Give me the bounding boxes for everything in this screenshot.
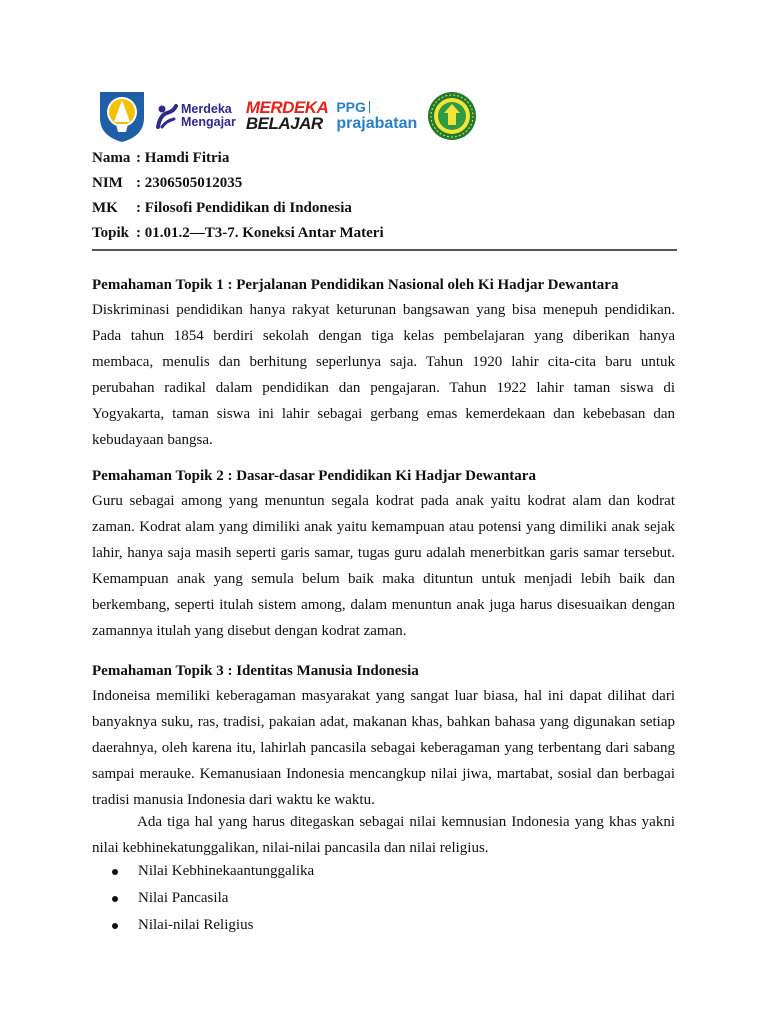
identity-key: Nama: [92, 150, 131, 166]
list-item: [112, 858, 314, 885]
section-3-body-2: Ada tiga hal yang harus ditegaskan sebagai nilai kemnusian Indonesia yang khas yakni nilai kebhinekatunggalikan, nilai-nilai pancasila dan nilai religius.: [92, 814, 675, 856]
section-2-body: Guru sebagai among yang menuntun segala kodrat pada anak yaitu kodrat alam dan kodrat zaman. Kodrat alam yang dimiliki anak yaitu kemampuan atau potensi yang dimiliki anak sejak lahir, hanya saja masih seperti garis samar, tugas guru adalah menerbitkan garis samar tersebut. Kemampuan anak yang semula belum baik maka dituntun untuk menjadi lebih baik dan berkembang, seperti itulah sistem among, dalam menuntun anak juga harus disesuaikan dengan zamannya itulah yang disebut dengan kodrat zaman.: [92, 493, 675, 639]
bullet-icon: [112, 869, 118, 875]
list-item: [112, 912, 314, 939]
merdeka-mengajar-logo: [156, 103, 236, 129]
list-item: [112, 885, 314, 912]
list-item-text: Nilai Pancasila: [138, 890, 229, 906]
identity-row: [92, 196, 384, 221]
merdeka-mengajar-line1: Merdeka: [181, 102, 232, 116]
prajabatan-label: prajabatan: [336, 114, 418, 132]
section-3-title: Pemahaman Topik 3 : Identitas Manusia Indonesia: [92, 663, 419, 679]
tut-wuri-handayani-logo: [92, 88, 156, 144]
logo-row: [92, 86, 477, 146]
section-3-body: Indoneisa memiliki keberagaman masyarakat yang sangat luar biasa, hal ini dapat dilihat dari banyaknya suku, ras, tradisi, pakaian adat, makanan khas, bahkan bahasa yang digunakan setiap daerahnya, oleh karena itu, lahirlah pancasila sebagai keberagaman yang terbentang dari sabang sampai merauke. Kemanusiaan Indonesia mencangkup nilai jiwa, martabat, sosial dan berbagai tradisi manusia Indonesia dari waktu ke waktu.: [92, 688, 675, 808]
student-identity: [92, 146, 384, 246]
bullet-icon: [112, 923, 118, 929]
merdeka-belajar-logo: [246, 100, 328, 132]
list-item-text: Nilai Kebhinekaantunggalika: [138, 863, 315, 879]
ppg-small-print-icon: · · · · · · · · · · ·: [372, 99, 382, 115]
identity-value: : 01.01.2—T3-7. Koneksi Antar Materi: [136, 225, 384, 241]
merdeka-belajar-line2: BELAJAR: [245, 114, 323, 133]
section-1-title: Pemahaman Topik 1 : Perjalanan Pendidikan Nasional oleh Ki Hadjar Dewantara: [92, 277, 619, 293]
identity-value: : Filosofi Pendidikan di Indonesia: [136, 200, 352, 216]
merdeka-mengajar-icon: [156, 103, 178, 129]
identity-key: Topik: [92, 225, 129, 241]
identity-value: : 2306505012035: [136, 175, 243, 191]
values-list: [112, 858, 314, 939]
header-divider: [92, 249, 677, 251]
bullet-icon: [112, 896, 118, 902]
identity-key: MK: [92, 200, 118, 216]
identity-row: [92, 171, 384, 196]
identity-row: [92, 146, 384, 171]
identity-key: NIM: [92, 175, 123, 191]
tut-wuri-emblem-icon: [92, 88, 152, 144]
identity-row: [92, 221, 384, 246]
merdeka-mengajar-line2: Mengajar: [181, 115, 236, 129]
university-seal-icon: [427, 91, 477, 141]
ppg-prajabatan-logo: [336, 100, 417, 133]
ppg-label: PPG: [336, 98, 366, 115]
list-item-text: Nilai-nilai Religius: [138, 917, 254, 933]
identity-value: : Hamdi Fitria: [136, 150, 230, 166]
merdeka-belajar-line1: MERDEKA: [245, 98, 329, 117]
section-2-title: Pemahaman Topik 2 : Dasar-dasar Pendidikan Ki Hadjar Dewantara: [92, 468, 536, 484]
university-seal-logo: [417, 91, 477, 141]
section-1-body: Diskriminasi pendidikan hanya rakyat keturunan bangsawan yang bisa menepuh pendidikan. Pada tahun 1854 berdiri sekolah dengan tiga kelas pembelajaran yang diberikan hanya membaca, menulis dan berhitung seperlunya saja. Tahun 1920 lahir cita-cita baru untuk perubahan radikal dalam pendidikan dan pengajaran. Tahun 1922 lahir taman siswa di Yogyakarta, taman siswa ini lahir sebagai gerbang emas kemerdekaan dan kebebasan dan kebudayaan bangsa.: [92, 302, 675, 448]
